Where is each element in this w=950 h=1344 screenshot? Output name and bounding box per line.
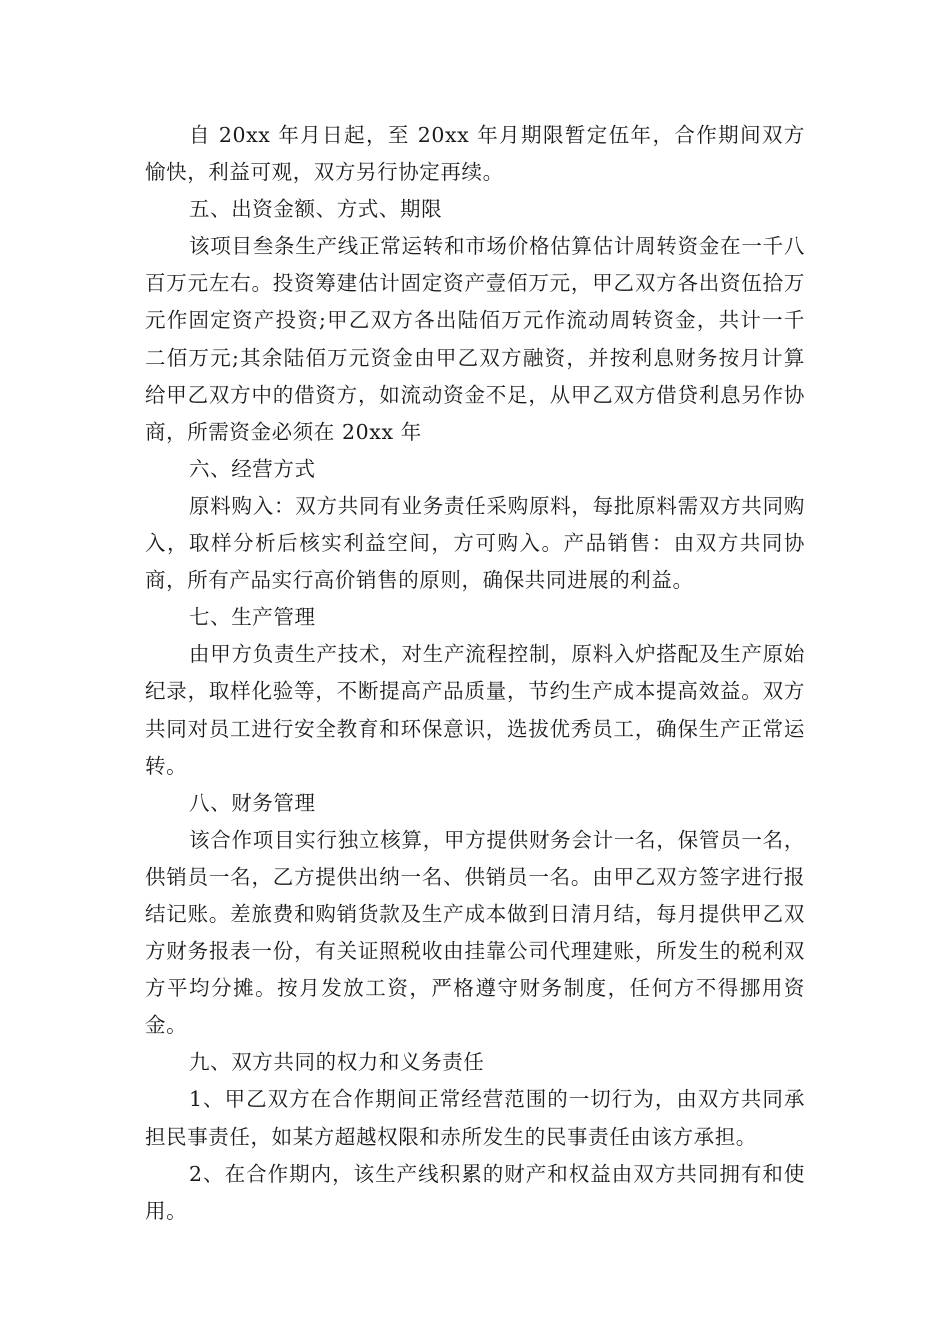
paragraph-investment: 该项目叁条生产线正常运转和市场价格估算估计周转资金在一千八百万元左右。投资筹建估计固定资产壹佰万元，甲乙双方各出资伍拾万元作固定资产投资;甲乙双方各出陆佰万元作流动周转资金，共计一千二佰万元;其余陆佰万元资金由甲乙双方融资，并按利息财务按月计算给甲乙双方中的借资方，如流动资金不足，从甲乙双方借贷利息另作协商，所需资金必须在 20xx 年	[145, 234, 805, 444]
section-heading-rights: 九、双方共同的权力和义务责任	[189, 1050, 485, 1075]
paragraph-rights-1: 1、甲乙双方在合作期间正常经营范围的一切行为，由双方共同承担民事责任，如某方超越权限和赤所发生的民事责任由该方承担。	[145, 1087, 805, 1149]
section-heading-production: 七、生产管理	[189, 605, 316, 630]
paragraph-rights-2: 2、在合作期内，该生产线积累的财产和权益由双方共同拥有和使用。	[145, 1161, 805, 1223]
paragraph-finance: 该合作项目实行独立核算，甲方提供财务会计一名，保管员一名，供销员一名，乙方提供出纳一名、供销员一名。由甲乙双方签字进行报结记账。差旅费和购销货款及生产成本做到日清月结，每月提供甲乙双方财务报表一份，有关证照税收由挂靠公司代理建账，所发生的税利双方平均分摊。按月发放工资，严格遵守财务制度，任何方不得挪用资金。	[145, 827, 805, 1038]
section-heading-investment: 五、出资金额、方式、期限	[189, 197, 443, 222]
section-heading-operation: 六、经营方式	[189, 456, 316, 481]
document-body	[145, 117, 805, 1230]
section-heading-finance: 八、财务管理	[189, 790, 316, 815]
paragraph-term: 自 20xx 年月日起，至 20xx 年月期限暂定伍年，合作期间双方愉快，利益可观，双方另行协定再续。	[145, 123, 805, 185]
paragraph-operation: 原料购入：双方共同有业务责任采购原料，每批原料需双方共同购入，取样分析后核实利益空间，方可购入。产品销售：由双方共同协商，所有产品实行高价销售的原则，确保共同进展的利益。	[145, 493, 805, 593]
paragraph-production: 由甲方负责生产技术，对生产流程控制，原料入炉搭配及生产原始纪录，取样化验等，不断提高产品质量，节约生产成本提高效益。双方共同对员工进行安全教育和环保意识，选拔优秀员工，确保生产正常运转。	[145, 642, 805, 778]
